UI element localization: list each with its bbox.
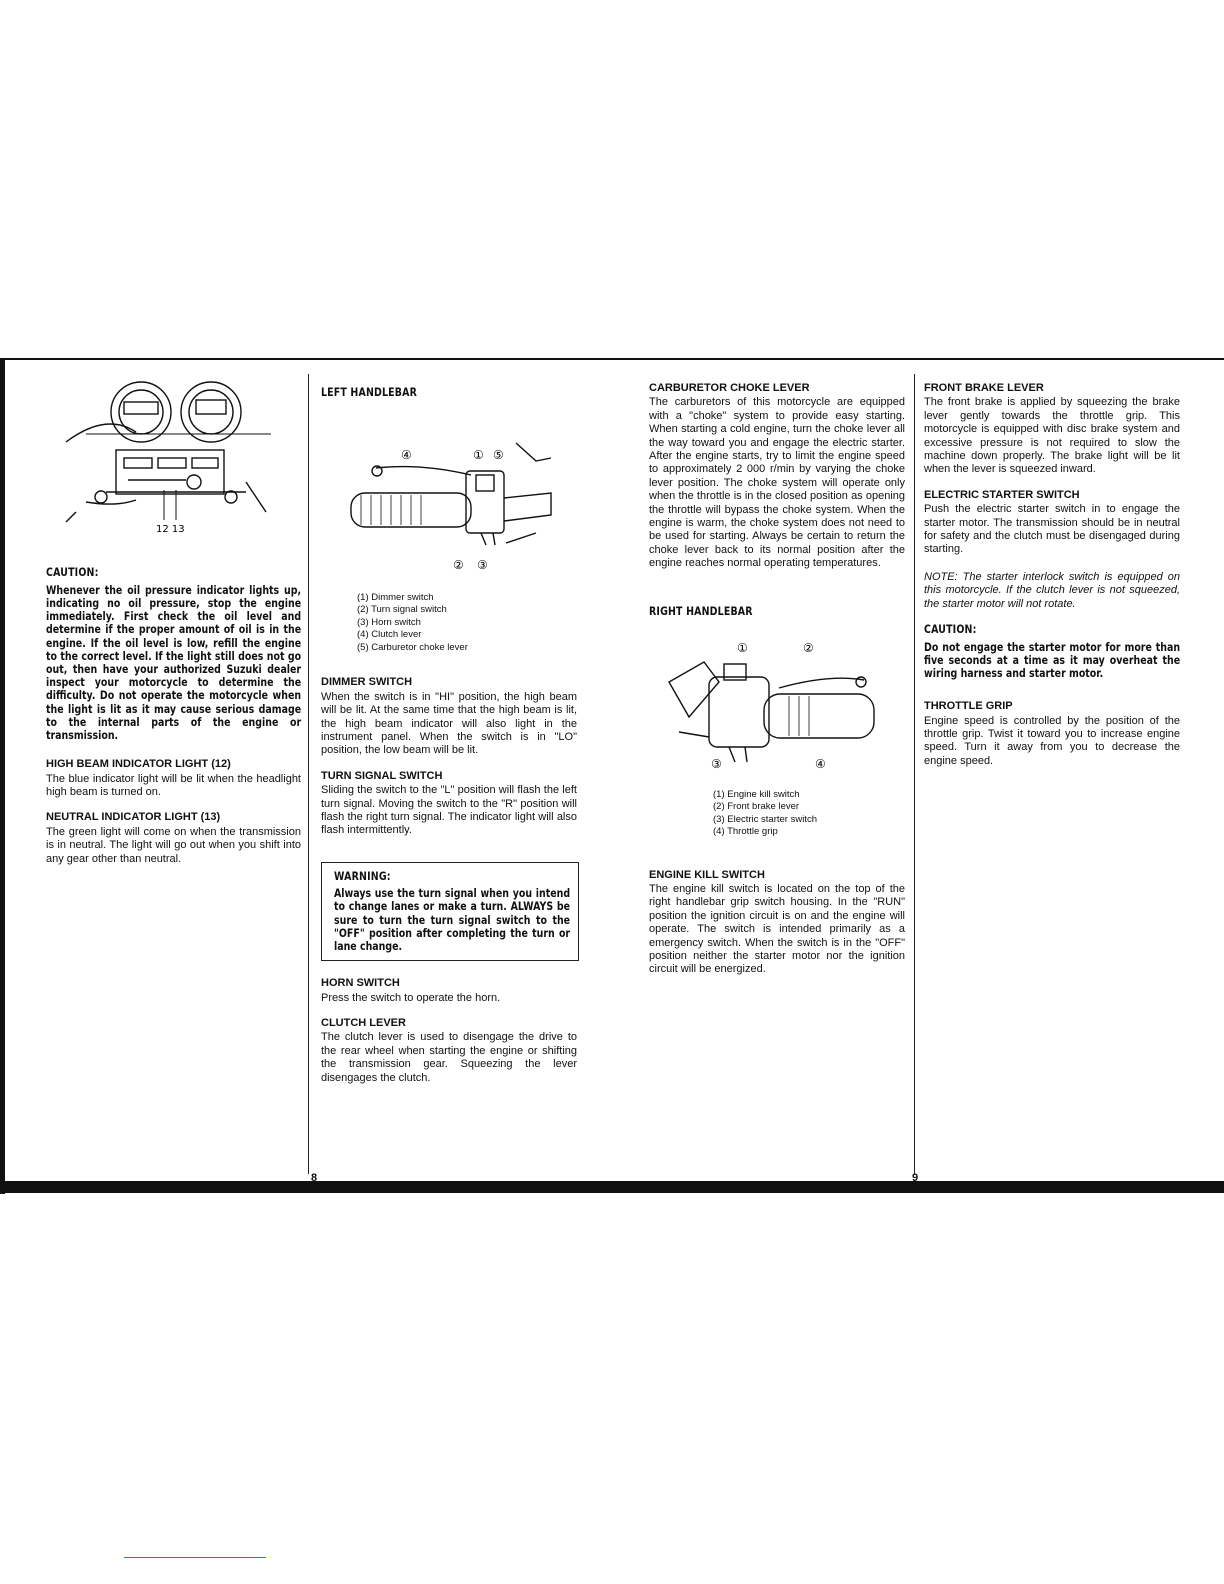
caution-text-2: Do not engage the starter motor for more than five seconds at a time as it may overheat the wiring harness and starter motor. [924,639,1181,680]
callout-5: ⑤ [493,448,504,463]
kill-switch-heading: ENGINE KILL SWITCH [649,868,765,881]
front-brake-heading: FRONT BRAKE LEVER [924,382,1044,394]
caution-text: Whenever the oil pressure indicator lights up, indicating no oil pressure, stop the engine immediately. First check the oil level and determine if the proper amount of oil is in the engine. If the oil level is low, refill the engine to the correct level. If the light still does not go out, then have your authorized Suzuki dealer inspect your motorcycle to determine the difficulty. Do not operate the motorcycle when the light is lit as it may cause serious damage to the internal parts of the engine or transmission. [46,582,302,743]
caption-item: (4) Clutch lever [357,629,422,641]
clutch-text: The clutch lever is used to disengage the drive to the rear wheel when starting the engine or shifting the transmission gear. Squeezing the lever disengages the clutch. [321,1031,577,1084]
left-border [0,358,5,1194]
column-divider [308,374,309,1174]
caption-item: (2) Front brake lever [713,801,800,812]
callout-1: ① [473,448,484,463]
caution-heading-2: CAUTION: [924,622,977,637]
left-handlebar-heading: LEFT HANDLEBAR [321,385,418,399]
horn-text: Press the switch to operate the horn. [321,991,501,1004]
caption-item: (3) Electric starter switch [713,813,817,825]
turn-signal-heading: TURN SIGNAL SWITCH [321,769,443,782]
starter-text: Push the electric starter switch in to engage the starter motor. The transmission should be in neutral for safety and the clutch must be disengaged during starting. [924,503,1180,556]
callout-3: ③ [477,558,488,573]
throttle-heading: THROTTLE GRIP [924,700,1013,713]
dimmer-text: When the switch is in "HI" position, the high beam will be lit. At the same time that the high beam is lit, the high beam indicator will also light in the instrument panel. When the switch is in "LO" position, the low beam will be lit. [321,690,577,757]
figure-callout: 12 13 [156,524,185,535]
top-border [0,358,1224,360]
callout-1: ① [737,641,748,656]
horn-heading: HORN SWITCH [321,977,400,990]
column-2 [321,386,577,1095]
choke-heading: CARBURETOR CHOKE LEVER [649,382,810,394]
high-beam-text: The blue indicator light will be lit when the headlight high beam is turned on. [46,772,301,799]
page-number-left: 8 [311,1172,318,1184]
high-beam-heading: HIGH BEAM INDICATOR LIGHT (12) [46,758,231,771]
neutral-heading: NEUTRAL INDICATOR LIGHT (13) [46,811,221,824]
warning-text: Always use the turn signal when you intend to change lanes or make a turn. ALWAYS be sure to turn the turn signal switch to the "OFF" position after completing the turn or lane change. [334,886,571,953]
column-1 [46,372,301,876]
caption-item: (1) Engine kill switch [713,788,800,800]
left-handlebar-captions [321,592,577,655]
caption-item: (4) Throttle grip [713,826,778,837]
caption-item: (5) Carburetor choke lever [357,641,468,653]
turn-signal-text: Sliding the switch to the "L" position will flash the left turn signal. Moving the switch to the "R" position will flash the right turn signal. The indicator light will also flash intermittently. [321,784,577,837]
dimmer-heading: DIMMER SWITCH [321,676,413,689]
callout-4: ④ [815,757,826,772]
column-4 [924,382,1180,778]
kill-switch-text: The engine kill switch is located on the top of the right handlebar grip switch housing. In the "RUN" position the ignition circuit is on and the engine will operate. The switch is intended primarily as a emergency switch. When the switch is in the "OFF" position neither the starter motor nor the ignition circuit will be energized. [649,882,905,976]
starter-heading: ELECTRIC STARTER SWITCH [924,488,1080,501]
bottom-border [0,1181,1224,1193]
right-handlebar-illustration [649,622,905,772]
caption-item: (2) Turn signal switch [357,604,447,616]
warning-heading: WARNING: [334,868,391,883]
instrument-panel-illustration [46,372,301,562]
neutral-text: The green light will come on when the transmission is in neutral. The light will go out when you shift into any gear other than neutral. [46,825,301,865]
choke-text: The carburetors of this motorcycle are equipped with a "choke" system to provide easy starting. When starting a cold engine, turn the choke lever all the way toward you and engage the electric starter. After the engine starts, try to limit the engine speed to approximately 2 000 r/min by varying the choke lever position. The choke system will operate only when the throttle is in the closed position as opening the throttle will bypass the choke system. When the engine is warm, the choke system does not need to be used for starting. Always be certain to return the choke lever back to its normal position after the engine reaches normal operating temperatures. [649,396,905,570]
link-underline [124,1557,266,1558]
clutch-heading: CLUTCH LEVER [321,1017,406,1030]
callout-3: ③ [711,757,722,772]
throttle-text: Engine speed is controlled by the position of the throttle grip. Twist it toward you to increase engine speed. Turn it away from you to decrease the engine speed. [924,714,1180,767]
caption-item: (3) Horn switch [357,616,421,628]
caption-item: (1) Dimmer switch [357,591,434,603]
right-handlebar-heading: RIGHT HANDLEBAR [649,603,753,618]
column-3 [649,382,905,987]
caution-heading: CAUTION: [46,565,99,580]
warning-box [321,862,579,961]
note-text: NOTE: The starter interlock switch is equipped on this motorcycle. If the clutch lever is not squeezed, the starter motor will not rotate. [924,570,1180,610]
front-brake-text: The front brake is applied by squeezing the brake lever gently towards the throttle grip. This motorcycle is equipped with disc brake system and excessive pressure is not required to slow the machine down properly. The brake light will be lit when the lever is squeezed inward. [924,396,1180,476]
right-handlebar-captions [649,789,905,839]
page-number-right: 9 [912,1172,919,1184]
column-divider [914,374,915,1174]
callout-2: ② [803,641,814,656]
left-handlebar-illustration [321,403,577,573]
callout-2: ② [453,558,464,573]
callout-4: ④ [401,448,412,463]
